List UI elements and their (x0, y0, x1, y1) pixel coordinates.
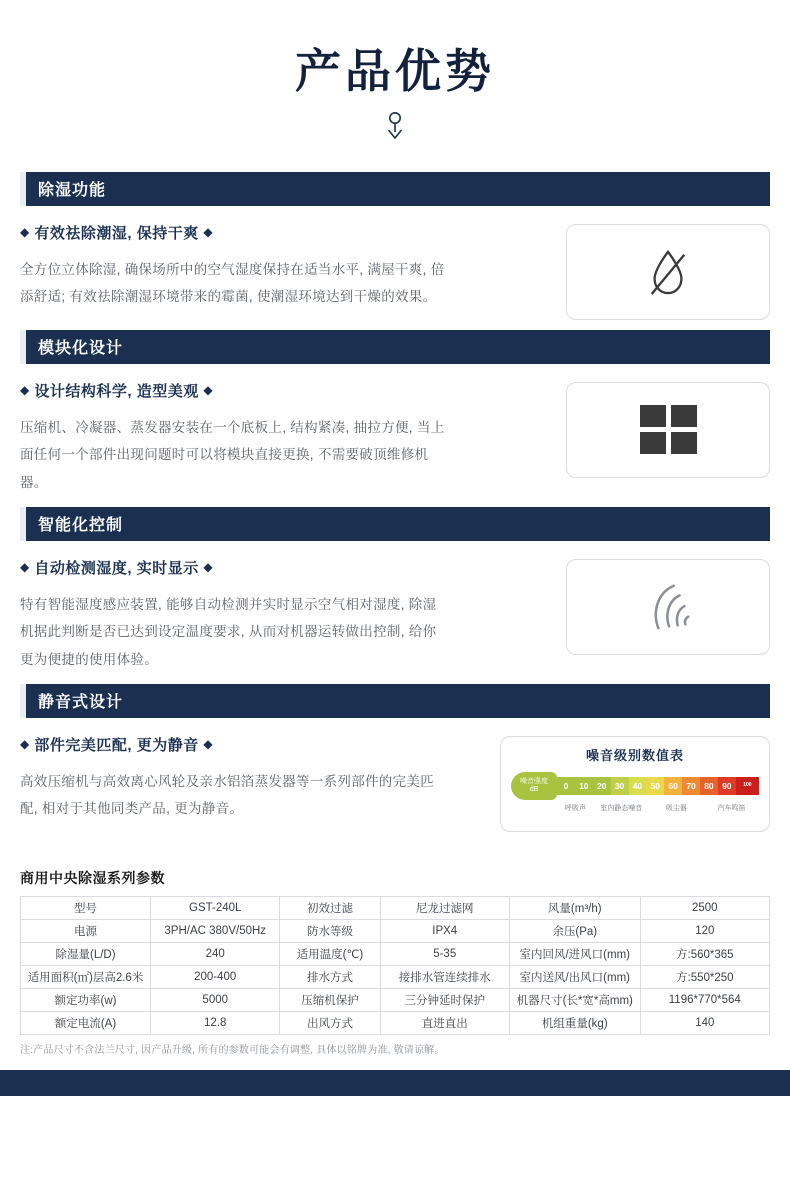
body-text: 全方位立体除湿, 确保场所中的空气湿度保持在适当水平, 满屋干爽, 倍添舒适; 有效祛除潮湿环境带来的霉菌, 使潮湿环境达到干燥的效果。 (20, 261, 445, 305)
spec-value: 2500 (640, 896, 769, 919)
spec-table (20, 896, 770, 1035)
spec-value: IPX4 (380, 919, 509, 942)
diamond-icon: ◆ (20, 559, 30, 574)
illustration-box (566, 382, 770, 478)
noise-tick: 40 (629, 777, 647, 795)
diamond-icon: ◆ (203, 559, 214, 574)
noise-legend-item: 汽车鸣笛 (717, 804, 746, 812)
diamond-icon: ◆ (20, 736, 30, 751)
spec-label: 防水等级 (280, 919, 380, 942)
illustration-box (566, 559, 770, 655)
sub-title (20, 222, 550, 243)
diamond-icon: ◆ (20, 382, 30, 397)
noise-chart-title: 噪音级别数值表 (585, 747, 684, 763)
bottom-strip (0, 1070, 790, 1096)
spec-label: 排水方式 (280, 965, 380, 988)
spec-value: 5-35 (380, 942, 509, 965)
noise-legend (511, 803, 759, 813)
sub-title (20, 734, 484, 755)
sub-title-text: 有效祛除潮湿, 保持干爽 (34, 224, 199, 242)
spec-label: 出风方式 (280, 1011, 380, 1034)
sub-title-text: 部件完美匹配, 更为静音 (34, 736, 199, 754)
section-bar-title: 模块化设计 (20, 330, 770, 364)
page-title: 产品优势 (295, 44, 495, 98)
module-cell (640, 432, 666, 454)
spec-value: 200-400 (151, 965, 280, 988)
water-drop-crossed-icon (645, 246, 691, 298)
noise-tick: 90 (718, 777, 736, 795)
spec-label: 额定功率(w) (21, 988, 151, 1011)
spec-label: 除湿量(L/D) (21, 942, 151, 965)
spec-value: 3PH/AC 380V/50Hz (151, 919, 280, 942)
table-row (21, 942, 770, 965)
section-dehumidify (20, 172, 770, 330)
diamond-icon: ◆ (203, 224, 214, 239)
noise-tick: 10 (575, 777, 593, 795)
section-bar-title: 静音式设计 (20, 684, 770, 718)
spec-label: 初效过滤 (280, 896, 380, 919)
noise-tick: 20 (593, 777, 611, 795)
spec-label: 室内送风/出风口(mm) (509, 965, 640, 988)
spec-value: 5000 (151, 988, 280, 1011)
noise-tick: 50 (646, 777, 664, 795)
noise-bulb-label-line1: 噪音强度 (520, 777, 548, 785)
spec-label: 余压(Pa) (509, 919, 640, 942)
spec-section (20, 868, 770, 1056)
body-text: 压缩机、冷凝器、蒸发器安装在一个底板上, 结构紧凑, 抽拉方便, 当上面任何一个部件出现问题时可以将模块直接更换, 不需要破顶维修机器。 (20, 419, 445, 490)
module-cell (671, 405, 697, 427)
spec-label: 风量(m³/h) (509, 896, 640, 919)
spec-label: 适用面积(㎡)层高2.6米 (21, 965, 151, 988)
spec-value: 方:550*250 (640, 965, 769, 988)
modules-grid-icon (640, 405, 697, 454)
table-row (21, 988, 770, 1011)
table-row (21, 896, 770, 919)
spec-label: 额定电流(A) (21, 1011, 151, 1034)
noise-legend-item: 吸尘器 (665, 804, 687, 812)
noise-level-chart (500, 736, 770, 832)
spec-label: 机器尺寸(长*宽*高mm) (509, 988, 640, 1011)
noise-tick: 80 (700, 777, 718, 795)
diamond-icon: ◆ (20, 224, 30, 239)
diamond-icon: ◆ (203, 382, 214, 397)
noise-tick: 60 (664, 777, 682, 795)
section-silent-design (20, 684, 770, 842)
section-modular (20, 330, 770, 507)
spec-label: 适用温度(℃) (280, 942, 380, 965)
spec-label: 机组重量(kg) (509, 1011, 640, 1034)
body-text: 高效压缩机与高效离心风轮及亲水铝箔蒸发器等一系列部件的完美匹配, 相对于其他同类产品, 更为静音。 (20, 773, 434, 817)
spec-label: 型号 (21, 896, 151, 919)
table-row (21, 1011, 770, 1034)
sub-title (20, 557, 550, 578)
down-arrow-icon (0, 111, 790, 146)
module-cell (640, 405, 666, 427)
noise-legend-item: 呼吸声 (564, 804, 586, 812)
section-bar-title: 除湿功能 (20, 172, 770, 206)
spec-title: 商用中央除湿系列参数 (20, 869, 165, 886)
diamond-icon: ◆ (203, 736, 214, 751)
noise-bulb-label-line2: dB (529, 785, 539, 793)
spec-value: 140 (640, 1011, 769, 1034)
sub-title (20, 380, 550, 401)
noise-tick: 70 (682, 777, 700, 795)
humidity-waves-icon (641, 580, 695, 634)
spec-value: GST-240L (151, 896, 280, 919)
spec-label: 压缩机保护 (280, 988, 380, 1011)
illustration-box (566, 224, 770, 320)
sub-title-text: 设计结构科学, 造型美观 (34, 382, 199, 400)
noise-tick: 0 (557, 777, 575, 795)
noise-legend-item: 室内静态噪音 (600, 804, 643, 812)
spec-value: 240 (151, 942, 280, 965)
spec-value: 1196*770*564 (640, 988, 769, 1011)
module-cell (671, 432, 697, 454)
sub-title-text: 自动检测湿度, 实时显示 (34, 559, 199, 577)
spec-value: 方:560*365 (640, 942, 769, 965)
spec-value: 12.8 (151, 1011, 280, 1034)
noise-tick: 100 (736, 777, 759, 795)
spec-value: 120 (640, 919, 769, 942)
noise-tick: 30 (611, 777, 629, 795)
section-smart-control (20, 507, 770, 684)
spec-note: 注:产品尺寸不含法兰尺寸, 因产品升级, 所有的参数可能会有调整, 具体以铭牌为准, 敬请谅解。 (20, 1044, 445, 1056)
noise-scale (557, 777, 759, 795)
table-row (21, 965, 770, 988)
noise-bulb-label (511, 772, 557, 800)
spec-value: 三分钟延时保护 (380, 988, 509, 1011)
section-bar-title: 智能化控制 (20, 507, 770, 541)
spec-value: 接排水管连续排水 (380, 965, 509, 988)
spec-value: 直进直出 (380, 1011, 509, 1034)
spec-label: 室内回风/进风口(mm) (509, 942, 640, 965)
body-text: 特有智能湿度感应装置, 能够自动检测并实时显示空气相对湿度, 除湿机据此判断是否已达到设定温度要求, 从而对机器运转做出控制, 给你更为便捷的使用体验。 (20, 596, 437, 667)
spec-value: 尼龙过滤网 (380, 896, 509, 919)
spec-label: 电源 (21, 919, 151, 942)
table-row (21, 919, 770, 942)
